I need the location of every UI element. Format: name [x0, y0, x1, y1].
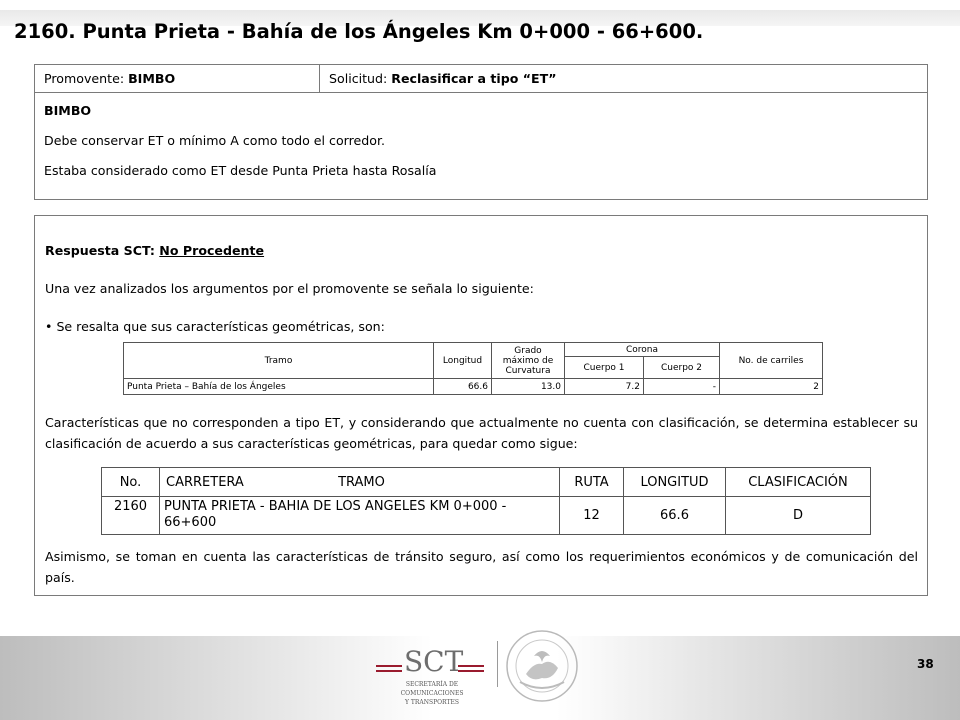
geo-row-carriles: 2	[720, 379, 823, 395]
sct-logo	[374, 642, 502, 718]
response-bullet	[45, 316, 385, 337]
geo-header-carriles: No. de carriles	[720, 343, 823, 379]
cls-header-carretera: CARRETERA	[166, 474, 244, 490]
logo-divider	[497, 641, 498, 687]
geo-row-cuerpo2: -	[644, 379, 720, 395]
cls-header-carretera-tramo	[160, 468, 560, 497]
sct-logo-line-3: Y TRANSPORTES	[405, 699, 459, 706]
cls-header-clasificacion: CLASIFICACIÓN	[726, 468, 871, 497]
solicitud-value: Reclasificar a tipo “ET”	[391, 71, 557, 86]
geo-row-grado: 13.0	[492, 379, 565, 395]
coat-of-arms-seal-icon	[504, 628, 580, 704]
geo-header-grado: Grado máximo de Curvatura	[492, 343, 565, 379]
request-box	[34, 64, 928, 200]
promovente-value: BIMBO	[128, 71, 176, 86]
page-number: 38	[917, 657, 934, 671]
request-line-2: Estaba considerado como ET desde Punta Prieta hasta Rosalía	[44, 163, 437, 178]
sct-logo-line-1: SECRETARÍA DE	[405, 681, 459, 688]
cls-header-tramo: TRAMO	[338, 474, 385, 490]
solicitud-cell	[320, 65, 566, 92]
request-body	[35, 93, 927, 178]
response-para-3: Asimismo, se toman en cuenta las características de tránsito seguro, así como los requerimientos económicos y de comunicación del país.	[45, 549, 918, 585]
cls-row-clasificacion: D	[726, 497, 871, 535]
response-verdict: No Procedente	[159, 243, 265, 258]
geo-header-corona: Corona	[565, 343, 720, 357]
cls-row-no: 2160	[102, 497, 160, 535]
geo-header-longitud: Longitud	[434, 343, 492, 379]
geometry-table	[123, 342, 823, 395]
cls-header-longitud: LONGITUD	[624, 468, 726, 497]
sct-logo-text: SCT	[404, 645, 464, 678]
response-para-2: Características que no corresponden a tipo ET, y considerando que actualmente no cuenta con clasificación, se determina establecer su clasificación de acuerdo a sus características geométricas, para quedar como sigue:	[45, 415, 918, 451]
request-body-title: BIMBO	[44, 103, 92, 118]
geo-header-cuerpo2: Cuerpo 2	[644, 357, 720, 379]
geo-row-tramo: Punta Prieta – Bahía de los Ángeles	[124, 379, 434, 395]
sct-logo-line-2: COMUNICACIONES	[400, 690, 464, 697]
geo-header-tramo: Tramo	[124, 343, 434, 379]
page-title: 2160. Punta Prieta - Bahía de los Ángeles Km 0+000 - 66+600.	[14, 20, 704, 43]
request-line-1: Debe conservar ET o mínimo A como todo el corredor.	[44, 133, 386, 148]
response-intro: Una vez analizados los argumentos por el promovente se señala lo siguiente:	[45, 281, 534, 296]
cls-row-carretera-tramo: PUNTA PRIETA - BAHIA DE LOS ANGELES KM 0+000 - 66+600	[160, 497, 560, 535]
geo-row-cuerpo1: 7.2	[565, 379, 644, 395]
response-bullet-text: Se resalta que sus características geométricas, son:	[56, 319, 385, 334]
cls-row-longitud: 66.6	[624, 497, 726, 535]
response-box	[34, 215, 928, 596]
promovente-label: Promovente:	[44, 71, 129, 86]
geo-header-cuerpo1: Cuerpo 1	[565, 357, 644, 379]
bullet-icon: •	[45, 319, 57, 334]
cls-row-ruta: 12	[560, 497, 624, 535]
response-label: Respuesta SCT:	[45, 243, 160, 258]
geo-row-longitud: 66.6	[434, 379, 492, 395]
promovente-cell	[35, 65, 320, 92]
solicitud-label: Solicitud:	[329, 71, 392, 86]
response-heading	[45, 240, 264, 261]
cls-header-no: No.	[102, 468, 160, 497]
request-header-row	[35, 65, 927, 93]
cls-header-ruta: RUTA	[560, 468, 624, 497]
classification-table	[101, 467, 871, 535]
